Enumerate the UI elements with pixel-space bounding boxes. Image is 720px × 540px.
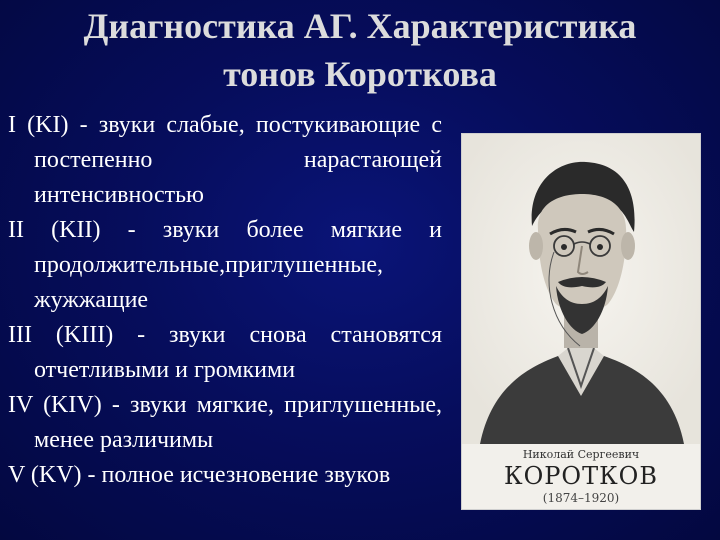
tone-head-5: V (KV) - bbox=[8, 462, 96, 488]
slide-title bbox=[20, 2, 700, 98]
tone-head-1: I (KI) - bbox=[8, 112, 88, 138]
tones-list bbox=[8, 108, 442, 493]
portrait-caption-small: Николай Сергеевич bbox=[522, 448, 640, 461]
tone-head-4: IV (KIV) - bbox=[8, 392, 120, 418]
slide-title-line-2: тонов Короткова bbox=[223, 54, 497, 94]
tone-item-2 bbox=[8, 213, 442, 318]
portrait-caption-years: (1874–1920) bbox=[542, 491, 620, 505]
tone-text-2: звуки более мягкие и продолжительные,приглушенные, жужжащие bbox=[34, 217, 443, 313]
portrait-caption-name: КОРОТКОВ bbox=[504, 462, 658, 490]
tone-text-4: звуки мягкие, приглушенные, менее различимы bbox=[34, 392, 442, 453]
tone-item-5 bbox=[8, 458, 442, 493]
slide-title-line-1: Диагностика АГ. Характеристика bbox=[83, 6, 637, 46]
tone-item-3 bbox=[8, 318, 442, 388]
tone-item-4 bbox=[8, 388, 442, 458]
tone-text-5: полное исчезновение звуков bbox=[101, 462, 391, 488]
portrait-photo bbox=[462, 134, 700, 509]
tone-text-1: звуки слабые, постукивающие с постепенно нарастающей интенсивностью bbox=[34, 112, 442, 208]
tone-head-3: III (KIII) - bbox=[8, 322, 146, 348]
portrait-drawing bbox=[462, 134, 700, 444]
tone-text-3: звуки снова становятся отчетливыми и громкими bbox=[34, 322, 442, 383]
tone-item-1 bbox=[8, 108, 442, 213]
tone-head-2: II (KII) - bbox=[8, 217, 136, 243]
